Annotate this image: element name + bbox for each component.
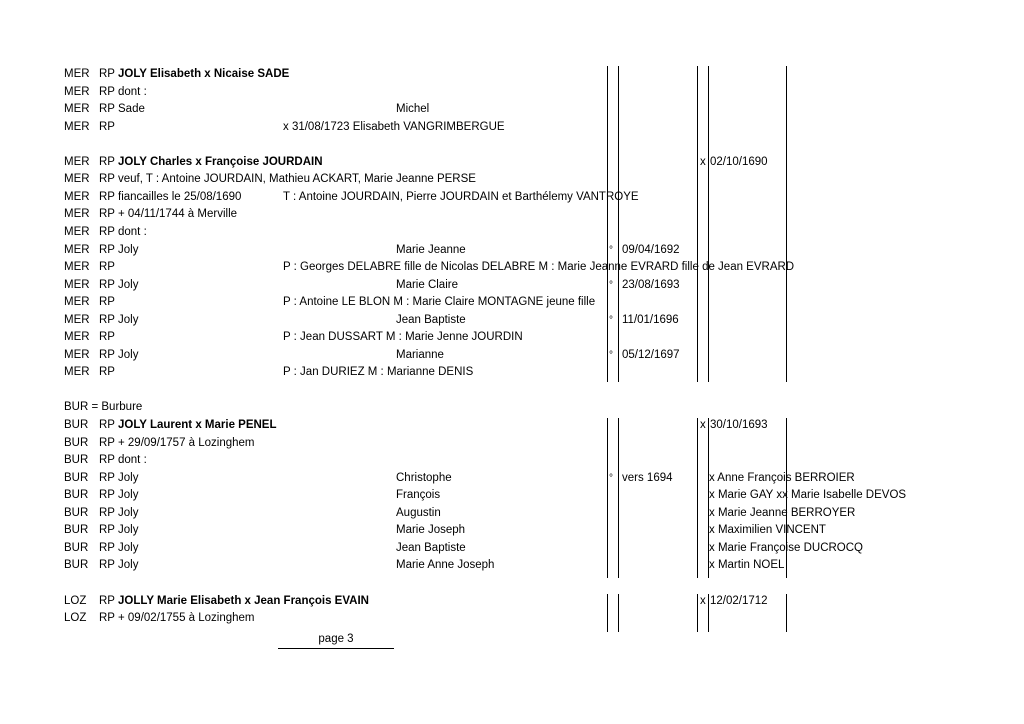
row-code: MER	[64, 173, 90, 186]
row-first-name: Augustin	[396, 506, 441, 519]
row-baptism-mark: °	[609, 244, 613, 256]
table-row	[0, 487, 1024, 504]
row-rp: RP	[99, 489, 115, 502]
row-rp: RP	[99, 296, 115, 309]
row-name: Joly	[118, 506, 139, 519]
row-note: P : Antoine LE BLON M : Marie Claire MONTAGNE jeune fille	[283, 296, 596, 309]
row-first-name: Marie Jeanne	[396, 243, 466, 256]
row-first-name: Jean Baptiste	[396, 313, 466, 326]
table-row	[0, 154, 1024, 171]
row-baptism-mark: °	[609, 279, 613, 291]
row-name: dont :	[118, 85, 147, 98]
row-rp: RP	[99, 173, 115, 186]
row-name: Joly	[118, 243, 139, 256]
row-rp: RP	[99, 278, 115, 291]
row-spouse: x Marie Jeanne BERROYER	[709, 506, 856, 519]
row-rp: RP	[99, 85, 115, 98]
row-rp: RP	[99, 506, 115, 519]
row-name: Sade	[118, 103, 145, 116]
table-row	[0, 399, 1024, 416]
row-code: MER	[64, 190, 90, 203]
row-code: LOZ	[64, 594, 87, 607]
row-first-name: Michel	[396, 103, 430, 116]
row-name: Joly	[118, 471, 139, 484]
row-name: Joly	[118, 348, 139, 361]
row-note: P : Georges DELABRE fille de Nicolas DELABRE M : Marie Jeanne EVRARD fille de Jean EVRARD	[283, 261, 795, 274]
row-code: MER	[64, 348, 90, 361]
row-code: MER	[64, 296, 90, 309]
row-note: x 31/08/1723 Elisabeth VANGRIMBERGUE	[283, 120, 505, 133]
row-baptism-date: 05/12/1697	[622, 348, 680, 361]
row-code: MER	[64, 103, 90, 116]
row-code: MER	[64, 261, 90, 274]
blank-row	[0, 382, 1024, 399]
row-marriage-date: 30/10/1693	[710, 419, 768, 431]
row-name: Joly	[118, 313, 139, 326]
table-row	[0, 312, 1024, 329]
row-code: MER	[64, 366, 90, 379]
row-code: MER	[64, 331, 90, 344]
row-name: JOLLY Marie Elisabeth x Jean François EVAIN	[118, 594, 369, 607]
table-row	[0, 329, 1024, 346]
row-rp: RP	[99, 612, 115, 625]
row-rp: RP	[99, 261, 115, 274]
row-code: BUR	[64, 541, 89, 554]
row-rp: RP	[99, 471, 115, 484]
row-baptism-mark: °	[609, 472, 613, 484]
table-row	[0, 101, 1024, 118]
table-row	[0, 294, 1024, 311]
row-name: Joly	[118, 559, 139, 572]
row-first-name: Marie Joseph	[396, 524, 466, 537]
row-rp: RP	[99, 331, 115, 344]
row-spouse: x Marie Françoise DUCROCQ	[709, 541, 863, 554]
table-row	[0, 593, 1024, 610]
row-code: BUR	[64, 419, 89, 431]
row-rp: RP	[99, 68, 115, 80]
row-code: MER	[64, 155, 90, 168]
row-spouse: x Marie GAY xx Marie Isabelle DEVOS	[709, 489, 907, 502]
row-rp: RP	[99, 243, 115, 256]
row-baptism-mark: °	[609, 349, 613, 361]
row-name: + 09/02/1755 à Lozinghem	[118, 612, 255, 625]
row-code: LOZ	[64, 612, 87, 625]
row-rp: RP	[99, 348, 115, 361]
row-code: BUR	[64, 524, 89, 537]
row-rp: RP	[99, 190, 115, 203]
row-code: MER	[64, 243, 90, 256]
row-spouse: x Anne François BERROIER	[709, 471, 855, 484]
row-code: MER	[64, 313, 90, 326]
blank-row	[0, 575, 1024, 592]
row-name: Joly	[118, 524, 139, 537]
row-code: BUR	[64, 559, 89, 572]
row-first-name: Jean Baptiste	[396, 541, 466, 554]
table-row	[0, 224, 1024, 241]
row-name: fiancailles le 25/08/1690	[118, 190, 242, 203]
row-rp: RP	[99, 120, 115, 133]
table-row	[0, 277, 1024, 294]
table-row	[0, 452, 1024, 469]
row-name: Joly	[118, 278, 139, 291]
row-first-name: Marianne	[396, 348, 444, 361]
row-first-name: Marie Claire	[396, 278, 458, 291]
row-name: Joly	[118, 541, 139, 554]
row-name: JOLY Elisabeth x Nicaise SADE	[118, 68, 290, 80]
row-rp: RP	[99, 594, 115, 607]
row-first-name: Marie Anne Joseph	[396, 559, 495, 572]
row-marriage-date: 02/10/1690	[710, 155, 768, 168]
row-name: Joly	[118, 489, 139, 502]
row-first-name: Christophe	[396, 471, 452, 484]
row-code: BUR = Burbure	[64, 401, 143, 414]
table-row	[0, 84, 1024, 101]
table-row	[0, 540, 1024, 557]
row-marriage-mark: x	[700, 594, 706, 607]
table-row	[0, 417, 1024, 434]
row-rp: RP	[99, 524, 115, 537]
table-row	[0, 242, 1024, 259]
row-code: MER	[64, 278, 90, 291]
row-baptism-date: 11/01/1696	[622, 313, 679, 326]
row-rp: RP	[99, 454, 115, 467]
row-witnesses: T : Antoine JOURDAIN, Pierre JOURDAIN et Barthélemy VANTROYE	[283, 190, 639, 203]
table-row	[0, 189, 1024, 206]
row-name: + 04/11/1744 à Merville	[118, 208, 238, 221]
row-spouse: x Maximilien VINCENT	[709, 524, 826, 537]
row-code: BUR	[64, 506, 89, 519]
table-row	[0, 435, 1024, 452]
row-spouse: x Martin NOEL	[709, 559, 785, 572]
table-row	[0, 66, 1024, 83]
table-row	[0, 347, 1024, 364]
row-name: veuf, T : Antoine JOURDAIN, Mathieu ACKART, Marie Jeanne PERSE	[118, 173, 476, 186]
table-row	[0, 259, 1024, 276]
row-code: MER	[64, 208, 90, 221]
row-name: JOLY Charles x Françoise JOURDAIN	[118, 155, 323, 168]
row-rp: RP	[99, 103, 115, 116]
row-code: MER	[64, 225, 90, 238]
table-row	[0, 470, 1024, 487]
row-rp: RP	[99, 208, 115, 221]
row-code: BUR	[64, 436, 89, 449]
table-row	[0, 557, 1024, 574]
row-rp: RP	[99, 313, 115, 326]
row-code: MER	[64, 68, 90, 80]
table-row	[0, 119, 1024, 136]
row-baptism-date: 23/08/1693	[622, 278, 680, 291]
row-rp: RP	[99, 155, 115, 168]
row-marriage-mark: x	[700, 419, 706, 431]
row-baptism-date: vers 1694	[622, 471, 673, 484]
row-rp: RP	[99, 366, 115, 379]
row-name: dont :	[118, 454, 147, 467]
row-code: BUR	[64, 454, 89, 467]
row-code: BUR	[64, 471, 89, 484]
row-code: MER	[64, 120, 90, 133]
row-note: P : Jean DUSSART M : Marie Jenne JOURDIN	[283, 331, 523, 344]
table-row	[0, 610, 1024, 627]
row-name: + 29/09/1757 à Lozinghem	[118, 436, 255, 449]
blank-row	[0, 136, 1024, 153]
row-rp: RP	[99, 419, 115, 431]
row-code: BUR	[64, 489, 89, 502]
row-rp: RP	[99, 541, 115, 554]
row-rp: RP	[99, 436, 115, 449]
row-code: MER	[64, 85, 90, 98]
row-name: dont :	[118, 225, 147, 238]
page-number: page 3	[278, 631, 394, 649]
table-row	[0, 364, 1024, 381]
table-row	[0, 171, 1024, 188]
row-note: P : Jan DURIEZ M : Marianne DENIS	[283, 366, 474, 379]
row-name: JOLY Laurent x Marie PENEL	[118, 419, 277, 431]
row-baptism-date: 09/04/1692	[622, 243, 680, 256]
row-baptism-mark: °	[609, 314, 613, 326]
row-rp: RP	[99, 559, 115, 572]
row-marriage-mark: x	[700, 155, 706, 168]
table-row	[0, 522, 1024, 539]
row-rp: RP	[99, 225, 115, 238]
row-marriage-date: 12/02/1712	[710, 594, 768, 607]
table-row	[0, 505, 1024, 522]
table-row	[0, 206, 1024, 223]
row-first-name: François	[396, 489, 441, 502]
